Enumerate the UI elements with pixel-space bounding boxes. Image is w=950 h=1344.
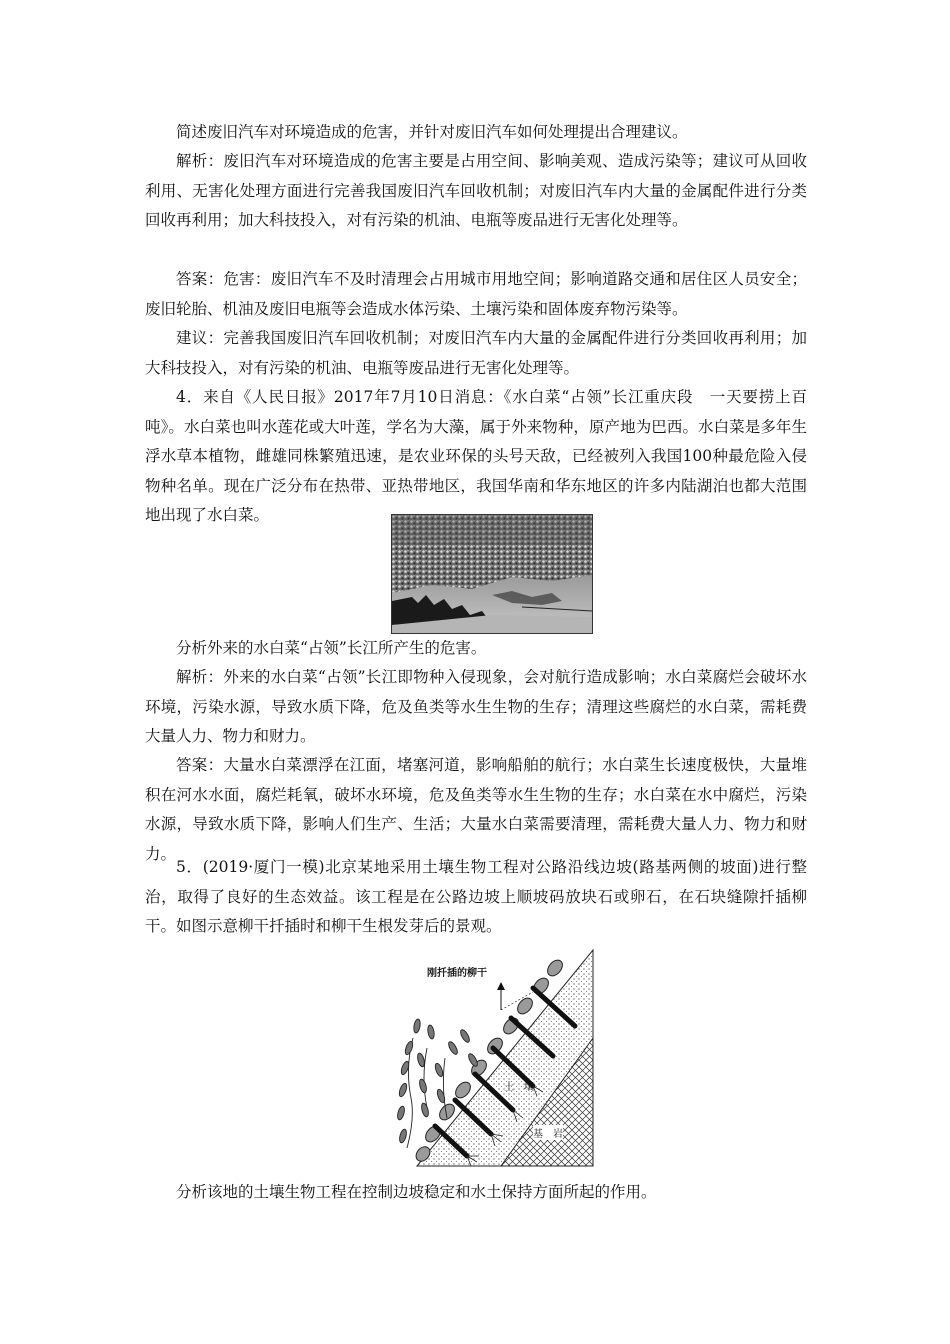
question-5: 5．(2019·厦门一模)北京某地采用土壤生物工程对公路沿线边坡(路基两侧的坡面)进行整治，取得了良好的生态效益。该工程是在公路边坡上顺坡码放块石或卵石，在石块缝隙扦插柳干。如图示意柳干扦插时和柳干生根发芽后的景观。	[145, 858, 807, 935]
question-4: 4．来自《人民日报》2017年7月10日消息：《水白菜“占领”长江重庆段 一天要捞上百吨》。水白菜也叫水莲花或大叶莲，学名为大藻，属于外来物种，原产地为巴西。水白菜是多年生浮水草本植物，雌雄同株繁殖迅速，是农业环保的头号天敌，已经被列入我国100种最危险入侵物种名单。现在广泛分布在热带、亚热带地区，我国华南和华东地区的许多内陆湖泊也都大范围地出现了水白菜。	[145, 388, 807, 524]
water-hyacinth-photo	[391, 514, 593, 634]
answer-3: 答案：危害：废旧汽车不及时清理会占用城市用地空间；影响道路交通和居住区人员安全；废旧轮胎、机油及废旧电瓶等会造成水体污染、土壤污染和固体废弃物污染等。	[145, 270, 807, 318]
question-5-prompt: 分析该地的土壤生物工程在控制边坡稳定和水土保持方面所起的作用。	[176, 1183, 657, 1201]
soil-label: 土 壤	[504, 1082, 534, 1093]
suggestion-3: 建议：完善我国废旧汽车回收机制；对废旧汽车内大量的金属配件进行分类回收再利用；加大科技投入，对有污染的机油、电瓶等废品进行无害化处理等。	[145, 329, 807, 377]
willow-stake-label: 刚扦插的柳干	[427, 968, 487, 979]
analysis-4: 解析：外来的水白菜“占领”长江即物种入侵现象，会对航行造成影响；水白菜腐烂会破坏水环境，污染水源，导致水质下降，危及鱼类等水生生物的生存；清理这些腐烂的水白菜，需耗费大量人力、物力和财力。	[145, 668, 807, 745]
slope-diagram	[383, 948, 603, 1168]
bedrock-label: 基 岩	[533, 1125, 563, 1140]
analysis-3: 解析：废旧汽车对环境造成的危害主要是占用空间、影响美观、造成污染等；建议可从回收利用、无害化处理方面进行完善我国废旧汽车回收机制；对废旧汽车内大量的金属配件进行分类回收再利用；加大科技投入，对有污染的机油、电瓶等废品进行无害化处理等。	[145, 152, 807, 229]
answer-4: 答案：大量水白菜漂浮在江面，堵塞河道，影响船舶的航行；水白菜生长速度极快，大量堆积在河水水面，腐烂耗氧，破坏水环境，危及鱼类等水生生物的生存；水白菜在水中腐烂，污染水源，导致水质下降，影响人们生产、生活；大量水白菜需要清理，需耗费大量人力、物力和财力。	[145, 756, 807, 863]
question-4-prompt: 分析外来的水白菜“占领”长江所产生的危害。	[176, 639, 487, 657]
question-prompt-3: 简述废旧汽车对环境造成的危害，并针对废旧汽车如何处理提出合理建议。	[176, 123, 688, 141]
